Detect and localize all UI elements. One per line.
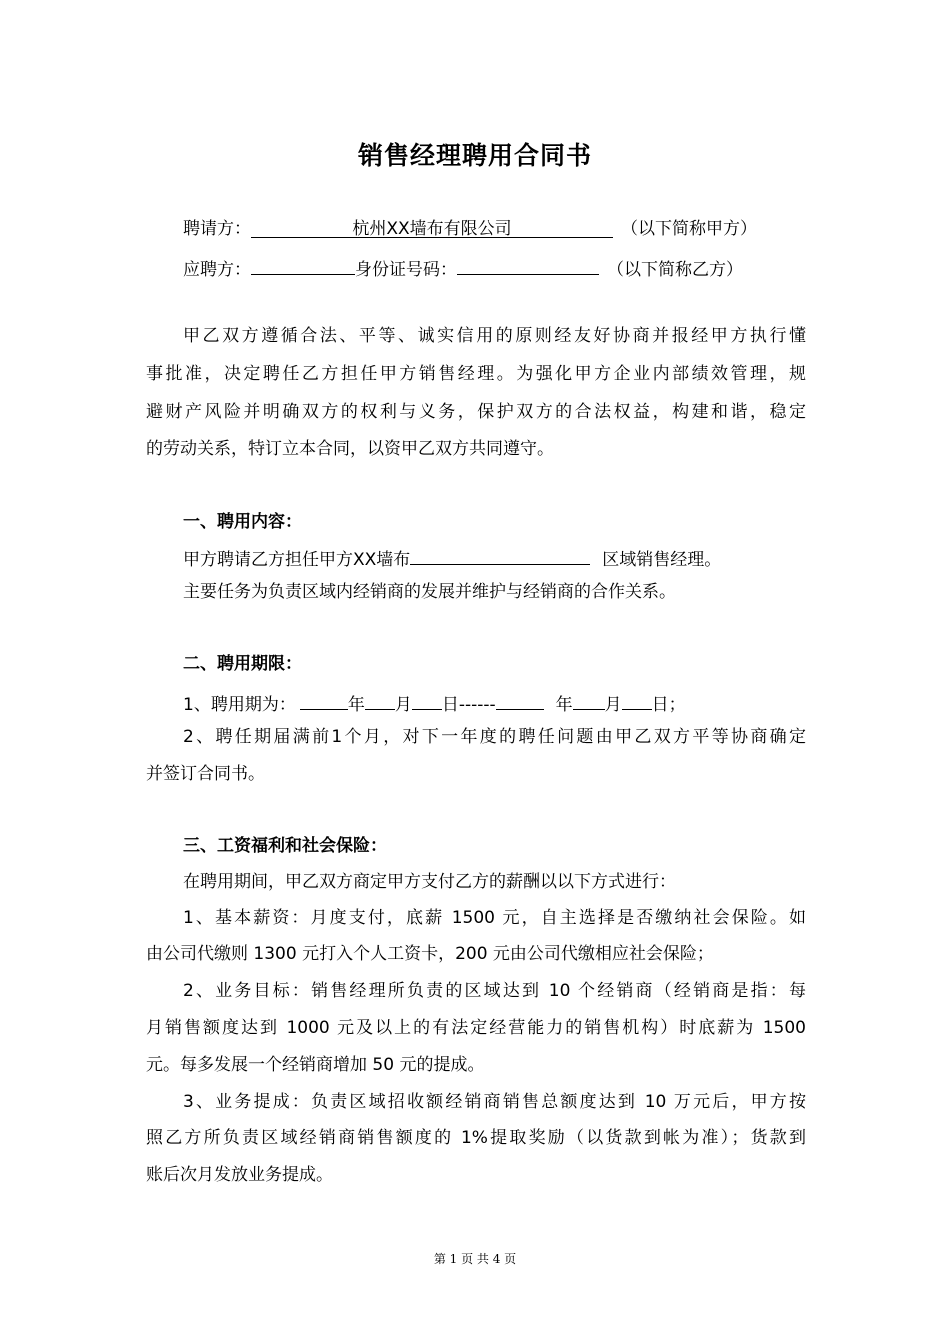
start-year-blank	[300, 689, 348, 710]
section3-lead: 在聘用期间，甲乙双方商定甲方支付乙方的薪酬以以下方式进行：	[183, 872, 676, 892]
intro-line-2: 事批准，决定聘任乙方担任甲方销售经理。为强化甲方企业内部绩效管理，规	[146, 364, 806, 384]
term-label: 1、聘用期为：	[183, 695, 296, 715]
employer-line	[183, 217, 806, 241]
section1-line2: 主要任务为负责区域内经销商的发展并维护与经销商的合作关系。	[183, 582, 676, 602]
document-title: 销售经理聘用合同书	[357, 141, 592, 170]
end-day-blank	[622, 689, 652, 710]
section3-heading: 三、工资福利和社会保险：	[183, 836, 387, 856]
employee-label: 应聘方：	[183, 260, 251, 280]
intro-line-4: 的劳动关系，特订立本合同，以资甲乙双方共同遵守。	[146, 439, 554, 459]
start-month-blank	[365, 689, 395, 710]
id-number-blank	[457, 254, 599, 275]
employer-note: （以下简称甲方）	[621, 219, 757, 239]
term-line	[183, 689, 806, 717]
employee-name-blank	[251, 254, 355, 275]
employee-line	[183, 254, 806, 282]
section2-heading: 二、聘用期限：	[183, 654, 302, 674]
section1-line1-pre: 甲方聘请乙方担任甲方XX墙布	[183, 550, 411, 570]
start-year-label: 年	[347, 695, 365, 715]
salary-item2-line3: 元。每多发展一个经销商增加 50 元的提成。	[146, 1055, 485, 1075]
start-month-label: 月	[394, 695, 412, 715]
salary-item1-line1: 1、基本薪资：月度支付，底薪 1500 元，自主选择是否缴纳社会保险。如	[183, 908, 806, 928]
end-year-label: 年	[555, 695, 573, 715]
term-dash: ------	[458, 695, 496, 715]
end-day-label: 日；	[651, 695, 686, 715]
employer-label: 聘请方：	[183, 219, 251, 239]
term-item2-line1: 2、聘任期届满前1个月，对下一年度的聘任问题由甲乙双方平等协商确定	[183, 727, 806, 747]
section1-heading: 一、聘用内容：	[183, 512, 302, 532]
end-year-blank	[496, 689, 544, 710]
term-item2-line2: 并签订合同书。	[146, 764, 265, 784]
employee-note: （以下简称乙方）	[607, 260, 743, 280]
salary-item2-line1: 2、业务目标：销售经理所负责的区域达到 10 个经销商（经销商是指：每	[183, 981, 806, 1001]
page-footer: 第 1 页 共 4 页	[433, 1252, 517, 1266]
salary-item3-line1: 3、业务提成：负责区域招收额经销商销售总额度达到 10 万元后，甲方按	[183, 1092, 806, 1112]
intro-line-3: 避财产风险并明确双方的权利与义务，保护双方的合法权益，构建和谐，稳定	[146, 402, 806, 422]
employer-name: 杭州XX墙布有限公司	[352, 219, 512, 239]
region-blank	[410, 544, 590, 565]
start-day-label: 日	[441, 695, 459, 715]
start-day-blank	[412, 689, 442, 710]
end-month-blank	[573, 689, 605, 710]
salary-item3-line2: 照乙方所负责区域经销商销售额度的 1%提取奖励（以货款到帐为准）；货款到	[146, 1128, 806, 1148]
salary-item1-line2: 由公司代缴则 1300 元打入个人工资卡，200 元由公司代缴相应社会保险；	[146, 944, 714, 964]
employer-name-field	[251, 217, 613, 238]
id-label: 身份证号码：	[355, 260, 457, 280]
intro-line-1: 甲乙双方遵循合法、平等、诚实信用的原则经友好协商并报经甲方执行懂	[183, 326, 806, 346]
end-month-label: 月	[604, 695, 622, 715]
section1-line1-post: 区域销售经理。	[602, 550, 722, 570]
section1-line1	[183, 544, 806, 572]
salary-item3-line3: 账后次月发放业务提成。	[146, 1165, 333, 1185]
salary-item2-line2: 月销售额度达到 1000 元及以上的有法定经营能力的销售机构）时底薪为 1500	[146, 1018, 806, 1038]
